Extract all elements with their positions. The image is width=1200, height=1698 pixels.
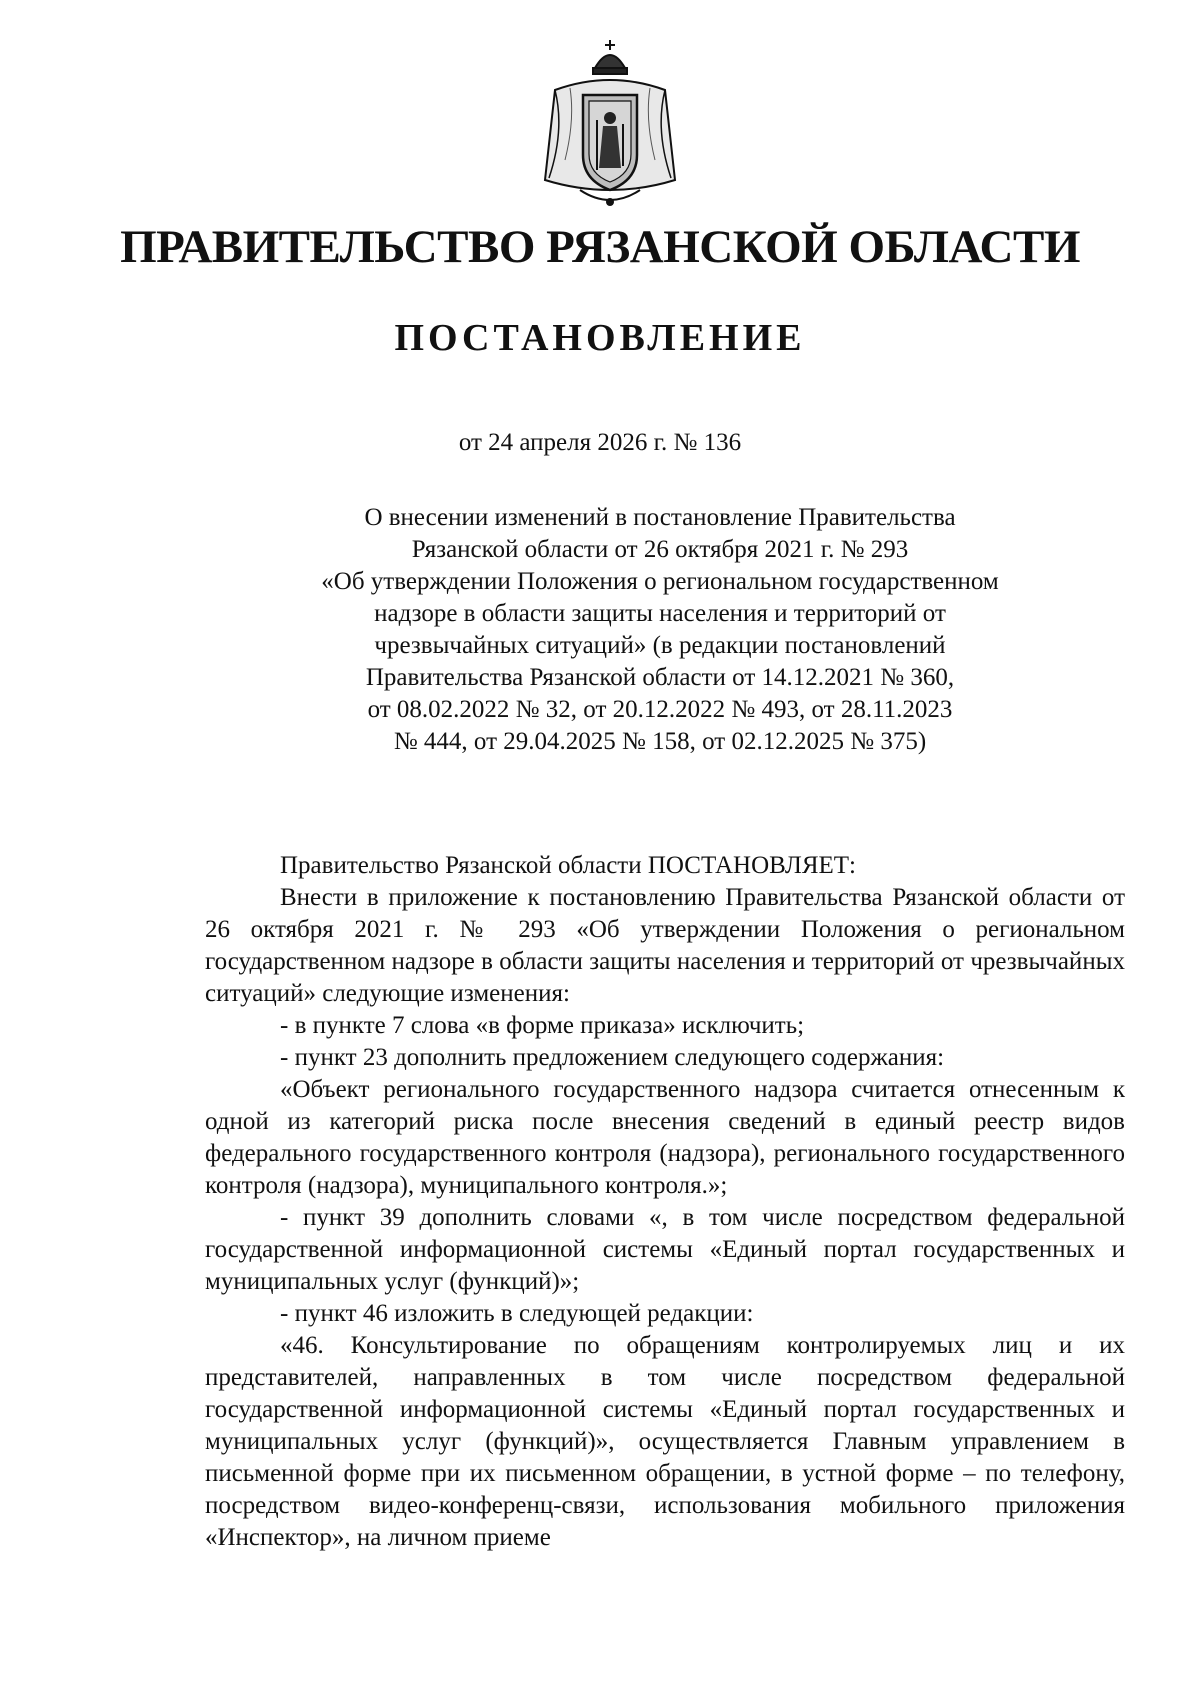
body-paragraph: - пункт 46 изложить в следующей редакции: xyxy=(280,1300,754,1327)
coat-of-arms-icon xyxy=(535,40,685,212)
subject-line: «Об утверждении Положения о региональном государственном xyxy=(321,568,999,595)
document-date-number: от 24 апреля 2026 г. № 136 xyxy=(458,429,742,456)
organization-title: ПРАВИТЕЛЬСТВО РЯЗАНСКОЙ ОБЛАСТИ xyxy=(120,221,1080,273)
body-paragraph: «Объект регионального государственного надзора считается отнесенным к одной из категорий риска после внесения сведений в единый реестр видов федерального государственного контроля (надзора), регионального государственного контроля (надзора), муниципального контроля.»; xyxy=(205,1076,1125,1199)
resolution-statement: Правительство Рязанской области ПОСТАНОВЛЯЕТ: xyxy=(280,852,856,879)
subject-line: О внесении изменений в постановление Правительства xyxy=(364,504,956,531)
subject-line: от 08.02.2022 № 32, от 20.12.2022 № 493, от 28.11.2023 xyxy=(367,696,953,723)
subject-line: № 444, от 29.04.2025 № 158, от 02.12.2025 № 375) xyxy=(393,728,927,755)
document-subject xyxy=(270,502,1050,758)
subject-line: Рязанской области от 26 октября 2021 г. № 293 xyxy=(411,536,909,563)
subject-line: чрезвычайных ситуаций» (в редакции постановлений xyxy=(374,632,946,659)
document-body xyxy=(205,850,1125,1554)
body-paragraph: Внести в приложение к постановлению Правительства Рязанской области от 26 октября 2021 г. № 293 «Об утверждении Положения о региональном государственном надзоре в области защиты населения и территорий от чрезвычайных ситуаций» следующие изменения: xyxy=(205,884,1125,1007)
subject-line: надзоре в области защиты населения и территорий от xyxy=(374,600,946,627)
body-paragraph: «46. Консультирование по обращениям контролируемых лиц и их представителей, направленных в том числе посредством федеральной государственной информационной системы «Единый портал государственных и муниципальных услуг (функций)», осуществляется Главным управлением в письменной форме при их письменном обращении, в устной форме – по телефону, посредством видео-конференц-связи, использования мобильного приложения «Инспектор», на личном приеме xyxy=(205,1332,1125,1551)
body-paragraph: - пункт 39 дополнить словами «, в том числе посредством федеральной государственной информационной системы «Единый портал государственных и муниципальных услуг (функций)»; xyxy=(205,1204,1125,1295)
subject-line: Правительства Рязанской области от 14.12.2021 № 360, xyxy=(365,664,955,691)
body-paragraph: - пункт 23 дополнить предложением следующего содержания: xyxy=(280,1044,945,1071)
body-paragraph: - в пункте 7 слова «в форме приказа» исключить; xyxy=(280,1012,805,1039)
document-type: ПОСТАНОВЛЕНИЕ xyxy=(394,317,806,359)
